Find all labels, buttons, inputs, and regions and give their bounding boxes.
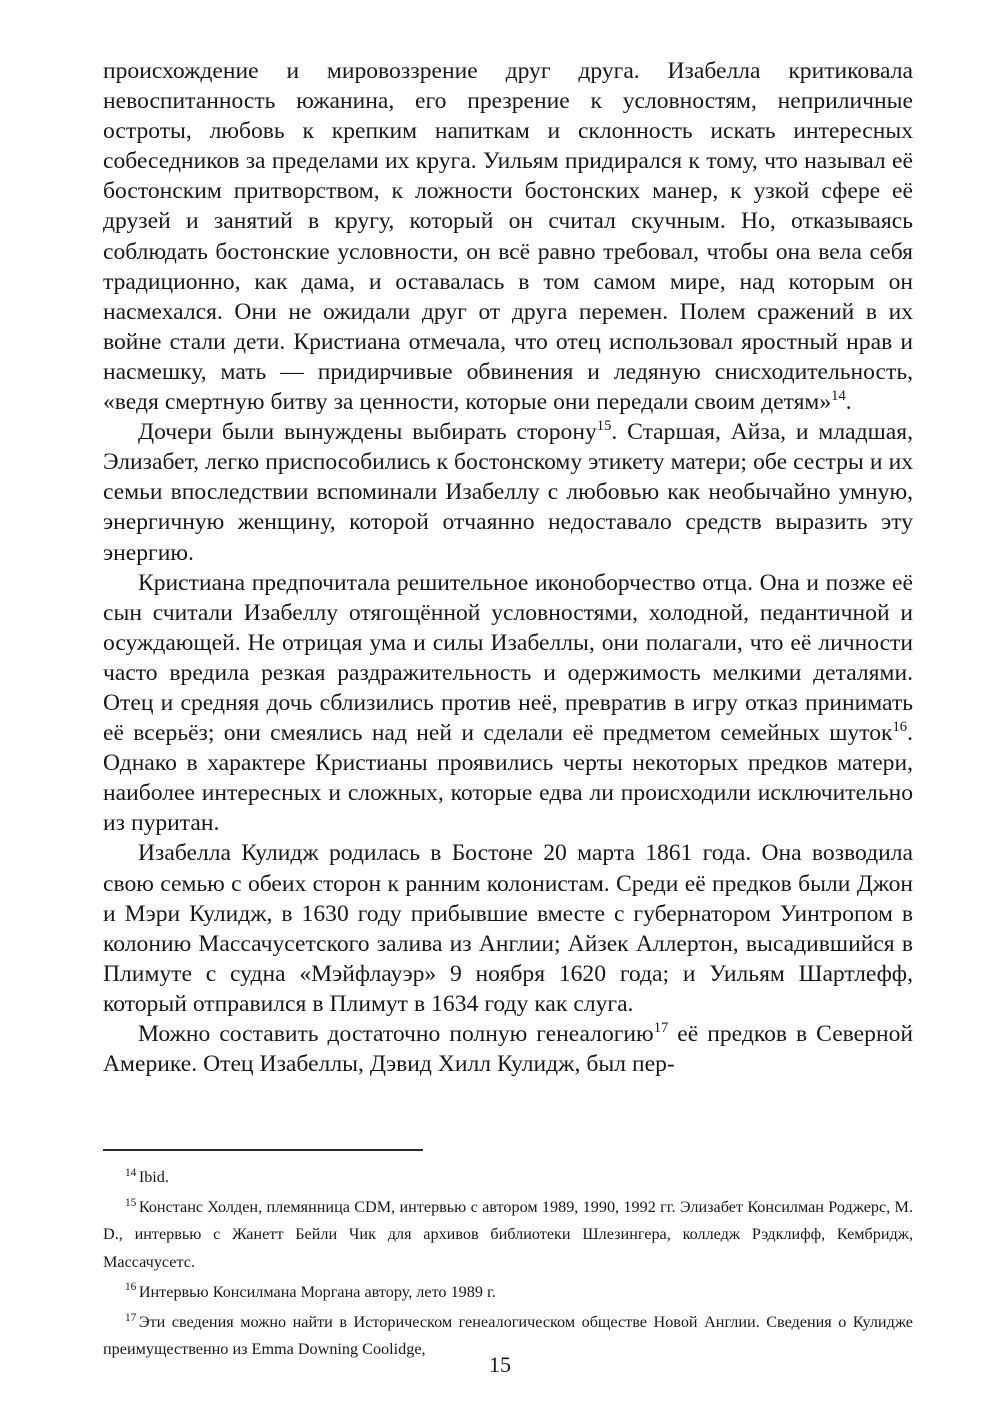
paragraph-text-tail: .	[845, 389, 852, 416]
footnote-text: Эти сведения можно найти в Историческом генеалогическом обществе Новой Англии. Сведения о Кулидже преимущественно из Emma Downing Coolidge,	[103, 1313, 913, 1359]
footnote-marker: 14	[125, 1166, 137, 1179]
footnote-text: Интервью Консилмана Моргана автору, лето 1989 г.	[138, 1282, 496, 1301]
paragraph-christiana	[103, 568, 913, 839]
paragraph-text-tail: . Однако в характере Кристианы проявились черты некоторых предков матери, наиболее интересных и сложных, которые едва ли происходили исключительно из пуритан.	[103, 720, 913, 837]
paragraph-daughters	[103, 417, 913, 567]
footnotes-block	[103, 1149, 913, 1366]
paragraph-text-tail: . Старшая, Айза, и младшая, Элизабет, легко приспособились к бостонскому этикету матери; обе сестры и их семьи впоследствии вспоминали Изабеллу с любовью как необычайно умную, энергичную женщину, которой отчаянно недоставало средств выразить эту энергию.	[103, 419, 913, 566]
paragraph-text: Кристиана предпочитала решительное иконоборчество отца. Она и позже её сын считали Изабеллу отягощённой условностями, холодной, педантичной и осуждающей. Не отрицая ума и силы Изабеллы, они полагали, что её личности часто вредила резкая раздражительность и одержимость мелкими деталями. Отец и средняя дочь сблизились против неё, превратив в игру отказ принимать её всерьёз; они смеялись над ней и сделали её предметом семейных шуток	[103, 569, 913, 747]
footnote-item-14	[103, 1164, 913, 1191]
footnote-item-16	[103, 1279, 913, 1306]
footnote-item-15	[103, 1194, 913, 1276]
footnote-ref-17[interactable]: 17	[653, 1020, 669, 1037]
footnote-text: Констанс Холден, племянница CDM, интервью с автором 1989, 1990, 1992 гг. Элизабет Консилман Роджерс, M. D., интервью с Жанетт Бейли Чик для архивов библиотеки Шлезингера, колледж Рэдклифф, Кембридж, Массачусетс.	[103, 1198, 913, 1271]
paragraph-izabella-born	[103, 838, 913, 1019]
paragraph-text-tail: её предков в Северной Америке. Отец Изабеллы, Дэвид Хилл Кулидж, был пер-	[103, 1021, 913, 1078]
paragraph-genealogy	[103, 1019, 913, 1079]
footnote-ref-15[interactable]: 15	[596, 418, 612, 435]
footnote-marker: 17	[125, 1311, 137, 1324]
footnote-marker: 15	[125, 1196, 137, 1209]
footnote-marker: 16	[125, 1281, 137, 1294]
footnote-separator-rule	[103, 1149, 423, 1151]
footnote-ref-16[interactable]: 16	[892, 719, 908, 736]
paragraph-continued	[103, 56, 913, 417]
footnote-ref-14[interactable]: 14	[831, 388, 846, 405]
paragraph-text: Можно составить достаточно полную генеалогию	[138, 1021, 654, 1047]
page-number: 15	[489, 1352, 511, 1377]
paragraph-text: происхождение и мировоззрение друг друга. Изабелла критиковала невоспитанность южанина, его презрение к условностям, неприличные остроты, любовь к крепким напиткам и склонность искать интересных собеседников за пределами их круга. Уильям придирался к тому, что называл её бостонским притворством, к ложности бостонских манер, к узкой сфере её друзей и занятий в кругу, который он считал скучным. Но, отказываясь соблюдать бостонские условности, он всё равно требовал, чтобы она вела себя традиционно, как дама, и оставалась в том самом мире, над которым он насмехался. Они не ожидали друг от друга перемен. Полем сражений в их войне стали дети. Кристиана отмечала, что отец использовал яростный нрав и насмешку, мать — придирчивые обвинения и ледяную снисходительность, «ведя смертную битву за ценности, которые они передали своим детям»	[103, 58, 913, 416]
body-text-column	[103, 56, 913, 1079]
paragraph-text: Изабелла Кулидж родилась в Бостоне 20 марта 1861 года. Она возводила свою семью с обеих сторон к ранним колонистам. Среди её предков были Джон и Мэри Кулидж, в 1630 году прибывшие вместе с губернатором Уинтропом в колонию Массачусетского залива из Англии; Айзек Аллертон, высадившийся в Плимуте с судна «Мэйфлауэр» 9 ноября 1620 года; и Уильям Шартлефф, который отправился в Плимут в 1634 году как слуга.	[103, 840, 913, 1017]
paragraph-text: Дочери были вынуждены выбирать сторону	[138, 419, 597, 446]
footnote-text: Ibid.	[138, 1168, 169, 1186]
